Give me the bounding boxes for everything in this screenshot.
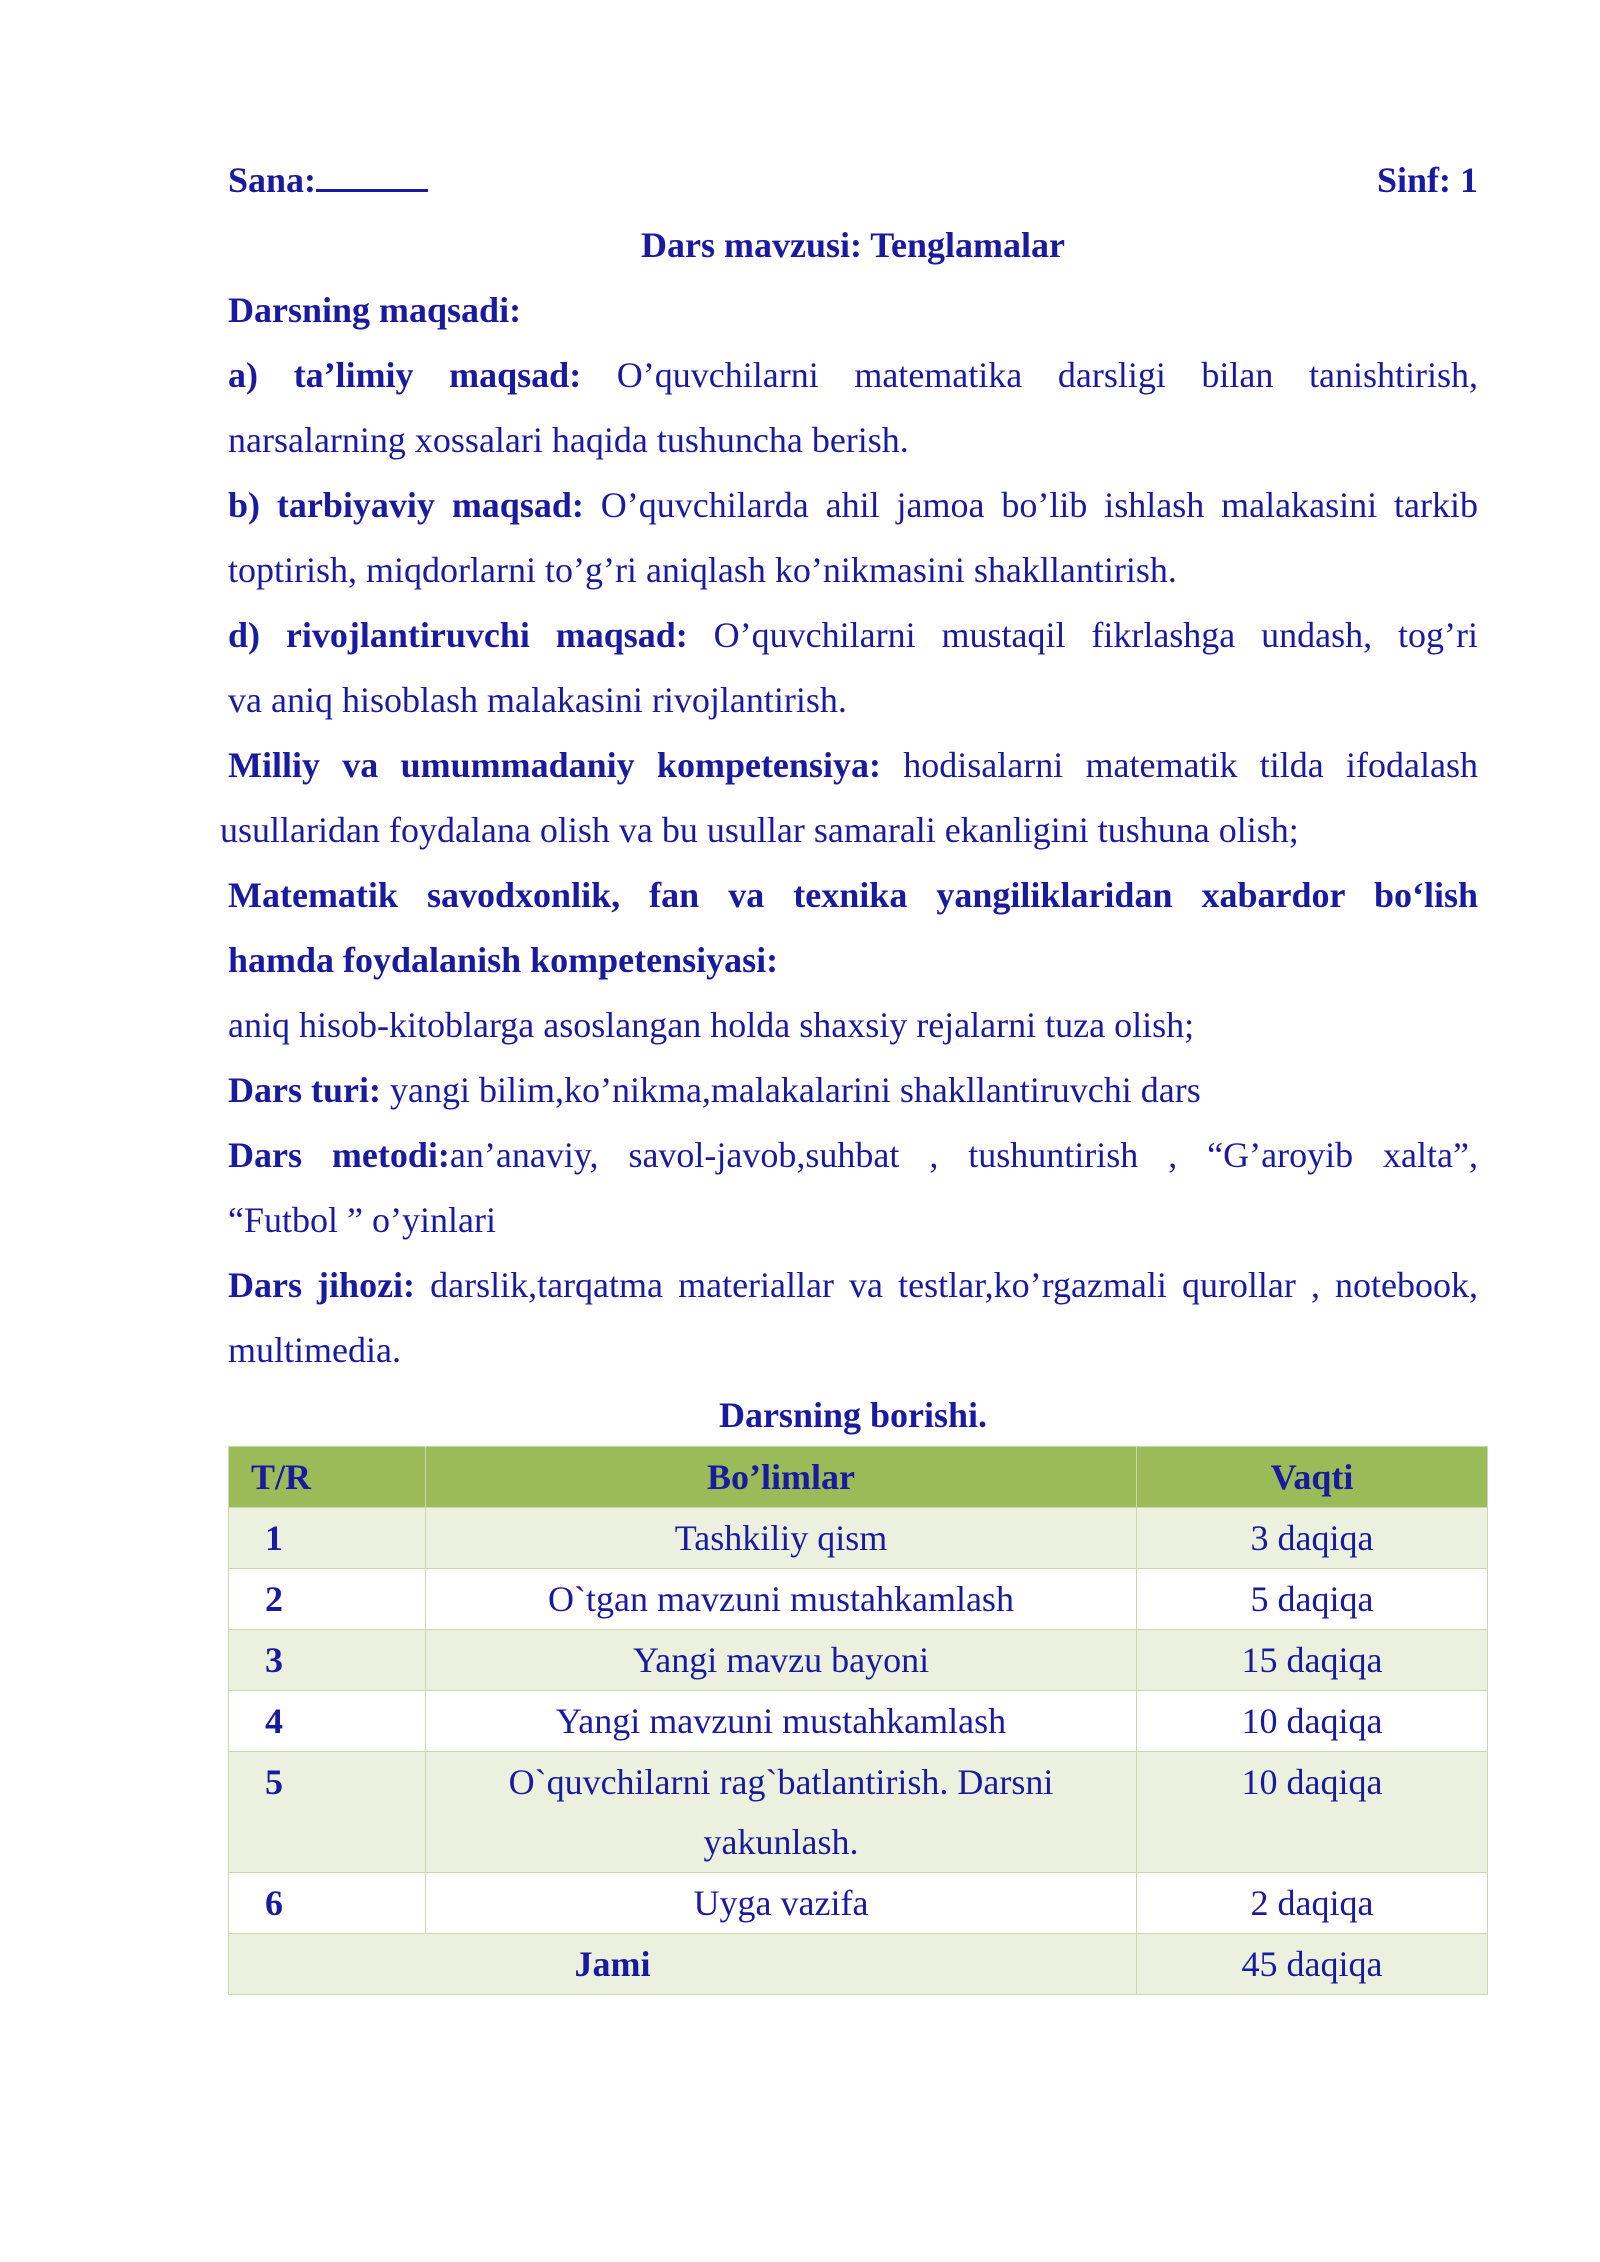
table-row (229, 1873, 1488, 1934)
goal-a-text-1: O’quvchilarni matematika darsligi bilan tanishtirish, (616, 355, 1479, 395)
row-number: 6 (229, 1873, 426, 1934)
goal-a-label: a) ta’limiy maqsad: (228, 355, 582, 395)
competence-2-label-2: hamda foydalanish kompetensiyasi: (228, 940, 779, 980)
table-row (229, 1752, 1488, 1873)
table-row (229, 1569, 1488, 1630)
goal-b-text-1: O’quvchilarda ahil jamoa bo’lib ishlash malakasini tarkib (600, 485, 1479, 525)
row-section: Tashkiliy qism (426, 1508, 1137, 1569)
header-tr: T/R (229, 1447, 426, 1508)
row-number: 3 (229, 1630, 426, 1691)
row-section: O`tgan mavzuni mustahkamlash (426, 1569, 1137, 1630)
total-label: Jami (229, 1934, 1137, 1995)
date-blank-line (316, 155, 428, 192)
header-time: Vaqti (1137, 1447, 1488, 1508)
date-label: Sana: (228, 160, 317, 200)
header-sections: Bo’limlar (426, 1447, 1137, 1508)
lesson-equipment-line1 (228, 1253, 1478, 1318)
goal-d-line1 (228, 603, 1478, 668)
lesson-type (228, 1058, 1478, 1123)
lesson-type-label: Dars turi: (228, 1070, 381, 1110)
document-body (220, 148, 1479, 1448)
date-field (228, 148, 428, 213)
row-number: 5 (229, 1752, 426, 1873)
competence-2-text: aniq hisob-kitoblarga asoslangan holda shaxsiy rejalarni tuza olish; (228, 1005, 1195, 1045)
row-number: 1 (229, 1508, 426, 1569)
goal-a-text-2: narsalarning xossalari haqida tushuncha berish. (228, 420, 909, 460)
lesson-equipment-label: Dars jihozi: (228, 1265, 416, 1305)
goal-b-label: b) tarbiyaviy maqsad: (228, 485, 584, 525)
table-title: Darsning borishi. (718, 1395, 988, 1435)
lesson-type-text: yangi bilim,ko’nikma,malakalarini shakllantiruvchi dars (389, 1070, 1201, 1110)
goal-b-line1 (228, 473, 1478, 538)
table-row (229, 1630, 1488, 1691)
competence-2-label-1: Matematik savodxonlik, fan va texnika yangiliklaridan xabardor bo‘lish (228, 875, 1478, 915)
goals-title: Darsning maqsadi: (228, 290, 522, 330)
lesson-method-label: Dars metodi: (228, 1135, 450, 1175)
competence-1-line1 (228, 733, 1478, 798)
row-section: O`quvchilarni rag`batlantirish. Darsni yakunlash. (426, 1752, 1137, 1873)
lesson-plan-table (228, 1446, 1488, 1995)
row-time: 2 daqiqa (1137, 1873, 1488, 1934)
row-time: 15 daqiqa (1137, 1630, 1488, 1691)
goal-d-text-2: va aniq hisoblash malakasini rivojlantirish. (228, 680, 847, 720)
row-section: Uyga vazifa (426, 1873, 1137, 1934)
lesson-method-text-1: an’anaviy, savol-javob,suhbat , tushuntirish , “G’aroyib xalta”, (449, 1135, 1478, 1175)
lesson-equipment-text-2: multimedia. (228, 1330, 401, 1370)
competence-1-label: Milliy va umummadaniy kompetensiya: (228, 745, 881, 785)
row-section: Yangi mavzuni mustahkamlash (426, 1691, 1137, 1752)
row-number: 2 (229, 1569, 426, 1630)
row-time: 10 daqiqa (1137, 1691, 1488, 1752)
row-time: 10 daqiqa (1137, 1752, 1488, 1873)
lesson-method-line1 (228, 1123, 1478, 1188)
lesson-method-text-2: “Futbol ” o’yinlari (228, 1200, 496, 1240)
goal-d-label: d) rivojlantiruvchi maqsad: (228, 615, 688, 655)
row-time: 3 daqiqa (1137, 1508, 1488, 1569)
goal-d-text-1: O’quvchilarni mustaqil fikrlashga undash, tog’ri (713, 615, 1478, 655)
table-row (229, 1691, 1488, 1752)
row-section: Yangi mavzu bayoni (426, 1630, 1137, 1691)
lesson-topic: Dars mavzusi: Tenglamalar (640, 225, 1065, 265)
table-total-row (229, 1934, 1488, 1995)
total-time: 45 daqiqa (1137, 1934, 1488, 1995)
goal-b-text-2: toptirish, miqdorlarni to’g’ri aniqlash ko’nikmasini shakllantirish. (228, 550, 1177, 590)
row-number: 4 (229, 1691, 426, 1752)
lesson-equipment-text-1: darslik,tarqatma materiallar va testlar,ko’rgazmali qurollar , notebook, (430, 1265, 1479, 1305)
competence-1-text-1: hodisalarni matematik tilda ifodalash (903, 745, 1478, 785)
grade-label: Sinf: 1 (1376, 160, 1478, 200)
goal-a-line1 (228, 343, 1478, 408)
competence-1-text-2: usullaridan foydalana olish va bu usullar samarali ekanligini tushuna olish; (220, 810, 1299, 850)
table-row (229, 1508, 1488, 1569)
table-header-row (229, 1447, 1488, 1508)
row-time: 5 daqiqa (1137, 1569, 1488, 1630)
header-row (228, 148, 1478, 213)
